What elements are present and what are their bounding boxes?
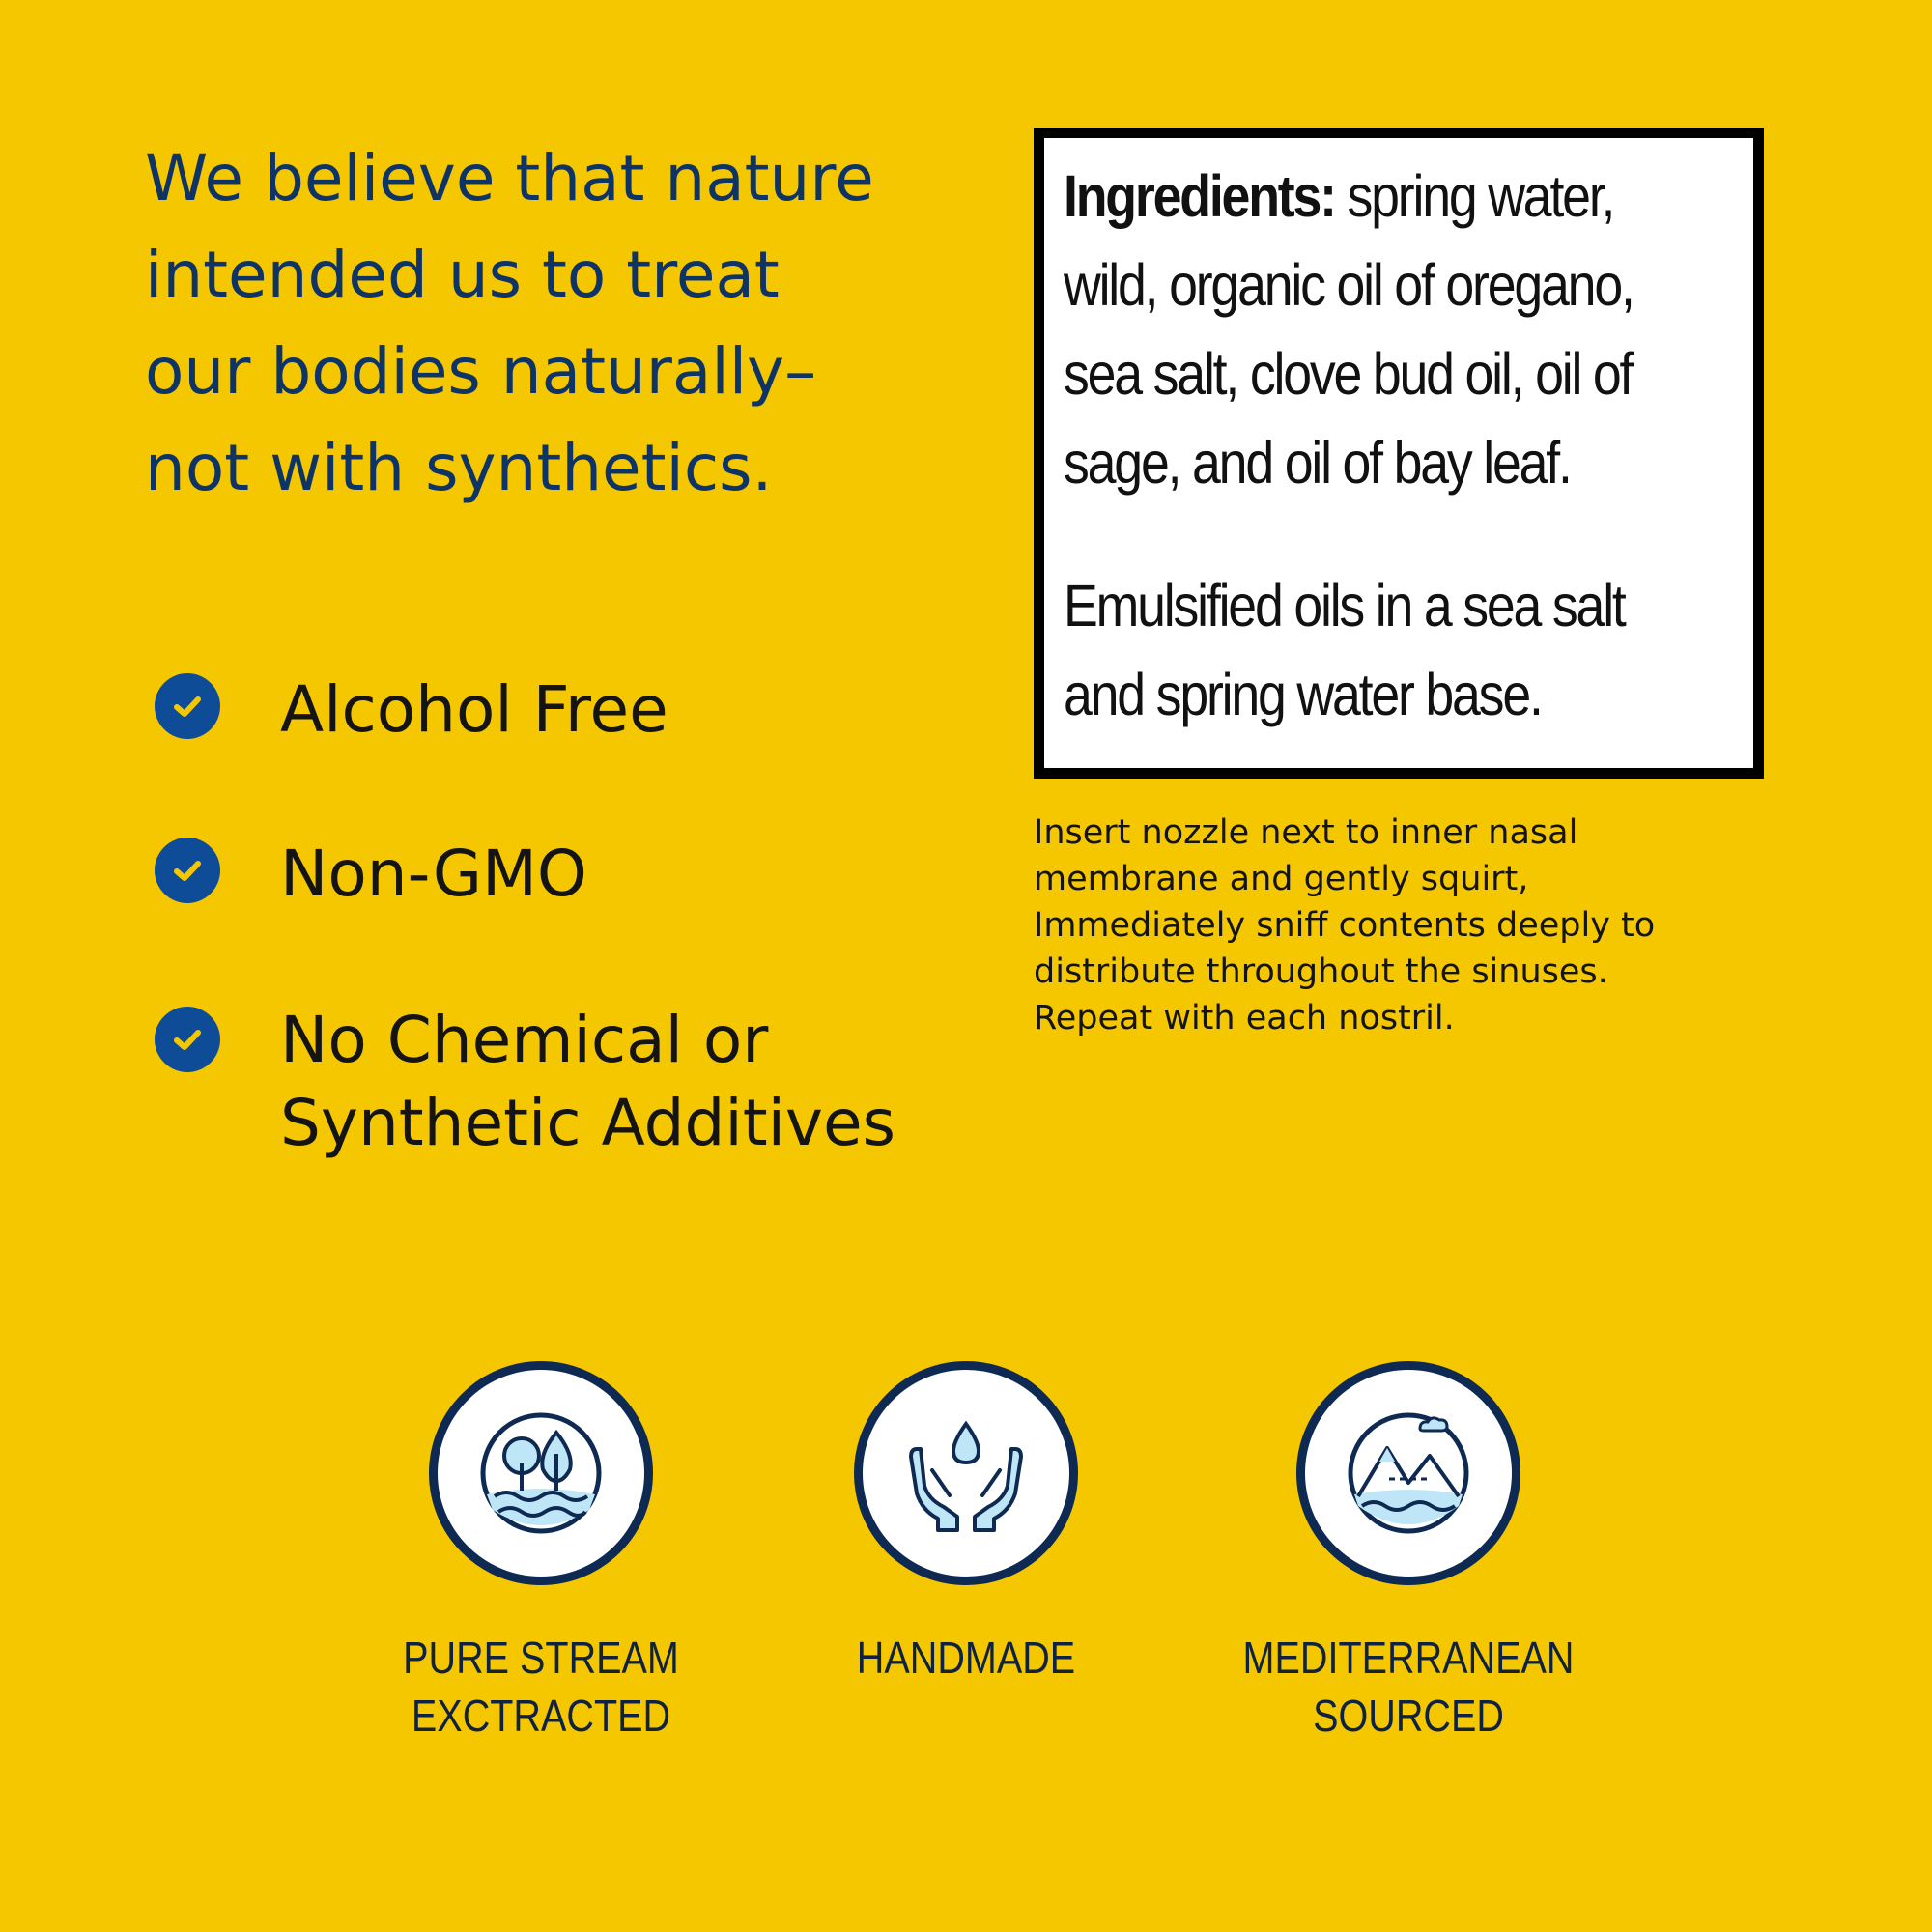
check-circle-icon	[155, 1007, 220, 1072]
ingredients-label: Ingredients:	[1064, 163, 1335, 229]
tagline-line: intended us to treat	[145, 238, 780, 312]
badge-label: MEDITERRANEAN SOURCED	[1242, 1633, 1575, 1741]
tagline-line: our bodies naturally–	[145, 334, 817, 409]
mountains-sea-icon	[1341, 1406, 1476, 1541]
badge-mediterranean	[1296, 1361, 1520, 1585]
ingredients-box	[1034, 128, 1764, 779]
feature-label: Alcohol Free	[280, 672, 668, 747]
tagline	[145, 130, 918, 517]
badge-handmade	[854, 1361, 1078, 1585]
feature-label: Non-GMO	[280, 837, 587, 911]
ingredients-note: Emulsified oils in a sea salt	[1064, 573, 1625, 639]
feature-no-chemical-additives	[155, 999, 895, 1165]
tagline-line: We believe that nature	[145, 141, 874, 215]
feature-non-gmo	[155, 833, 587, 916]
badge-label: PURE STREAM EXCTRACTED	[403, 1633, 679, 1741]
tagline-line: not with synthetics.	[145, 431, 773, 505]
feature-label: No Chemical or Synthetic Additives	[280, 1003, 895, 1160]
feature-alcohol-free	[155, 668, 668, 752]
check-circle-icon	[155, 673, 220, 739]
hands-water-drop-icon	[903, 1410, 1029, 1536]
ingredients-text: spring water,	[1334, 163, 1614, 229]
ingredients-text: sage, and oil of bay leaf.	[1064, 430, 1571, 496]
trees-water-icon	[473, 1406, 609, 1541]
badge-pure-stream	[429, 1361, 653, 1585]
ingredients-text: wild, organic oil of oregano,	[1064, 252, 1634, 318]
ingredients-text: sea salt, clove bud oil, oil of	[1064, 341, 1633, 407]
ingredients-note: and spring water base.	[1064, 662, 1542, 727]
directions-text: Insert nozzle next to inner nasal membrane and gently squirt, Immediately sniff contents deeply to distribute throughout the sinuses. Repeat with each nostril.	[1034, 813, 1656, 1037]
check-circle-icon	[155, 838, 220, 903]
badge-label: HANDMADE	[856, 1633, 1076, 1683]
spacer	[1064, 507, 1734, 561]
ingredients-first-line	[1064, 152, 1654, 241]
